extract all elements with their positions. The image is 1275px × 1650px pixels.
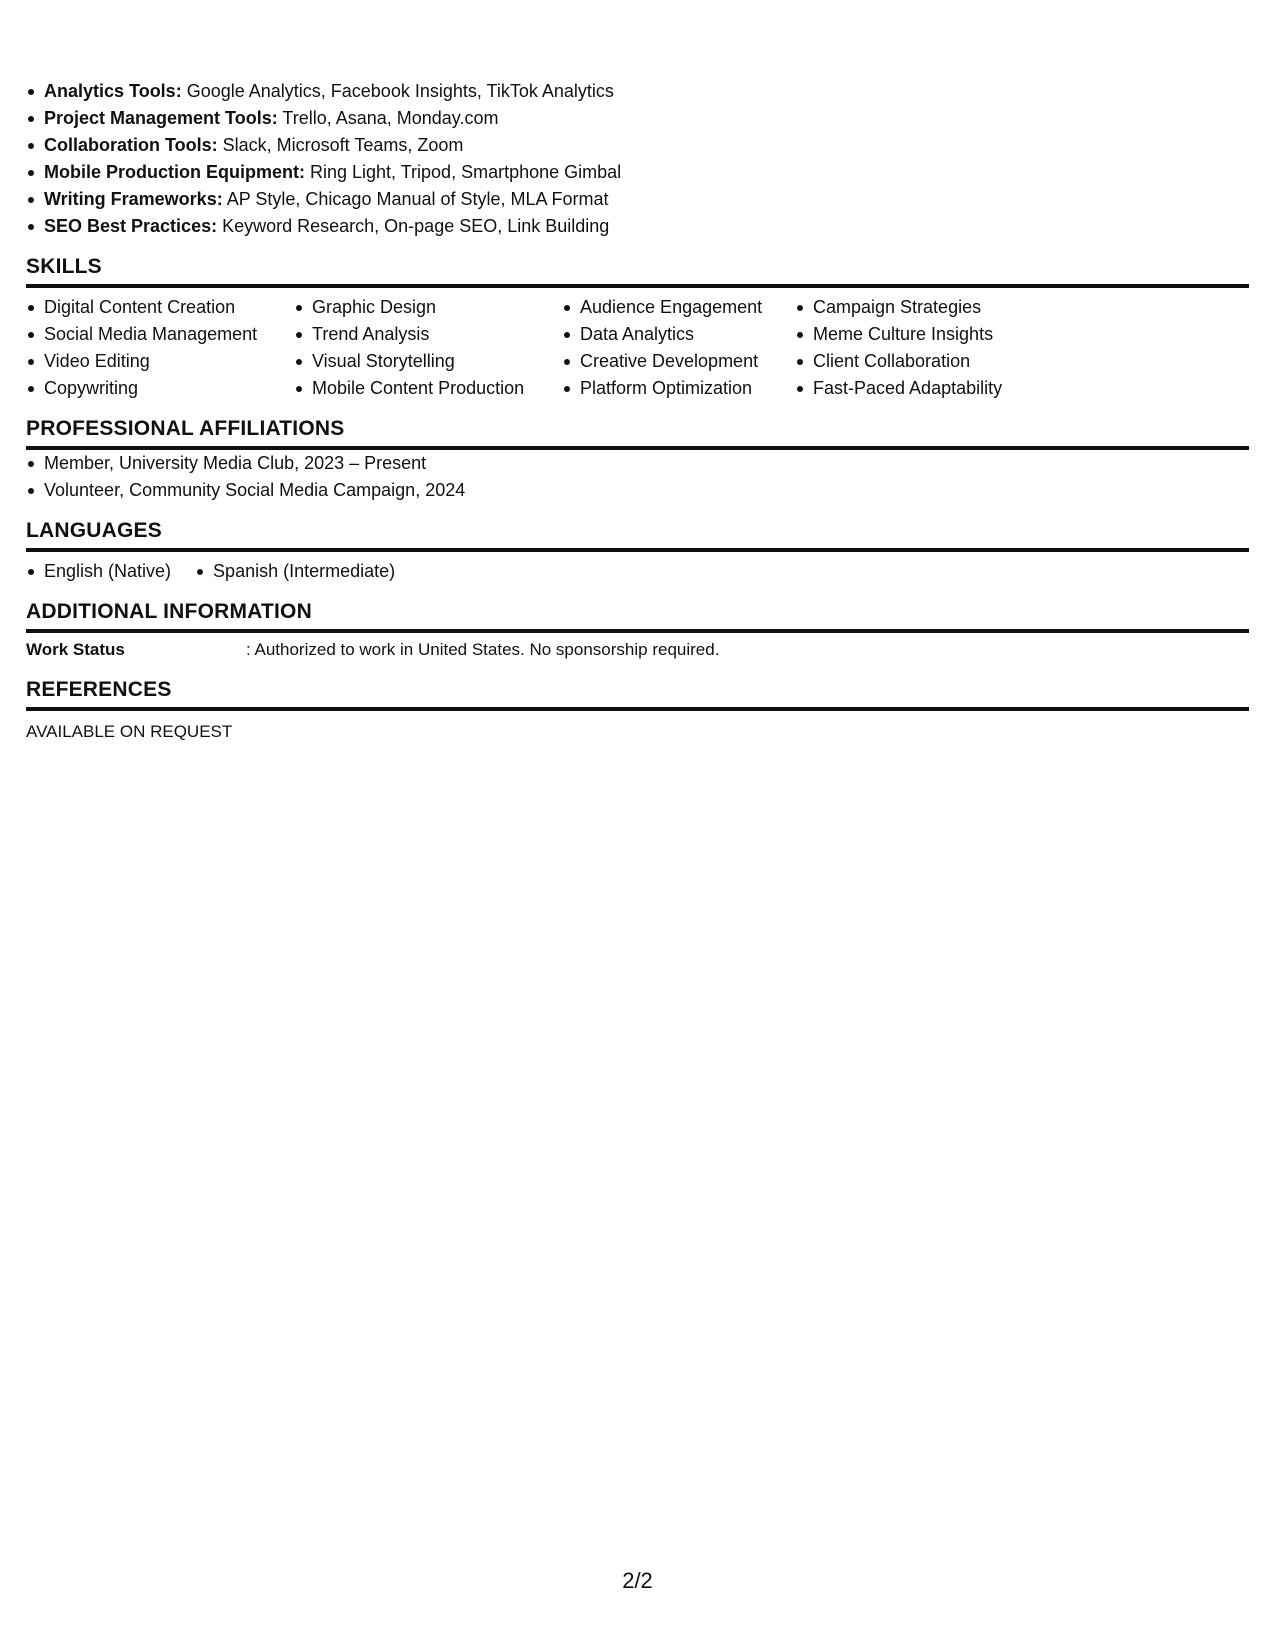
- tools-item: [26, 186, 1249, 213]
- skills-heading: SKILLS: [26, 254, 1249, 288]
- skill-item: Trend Analysis: [294, 321, 562, 348]
- tools-item-label: Analytics Tools:: [44, 81, 182, 101]
- skill-item: Meme Culture Insights: [795, 321, 1035, 348]
- tools-item-label: SEO Best Practices:: [44, 216, 218, 236]
- page-number: 2/2: [622, 1568, 653, 1593]
- tools-item-value: Trello, Asana, Monday.com: [277, 108, 499, 128]
- skill-item: Client Collaboration: [795, 348, 1035, 375]
- skill-item: Platform Optimization: [562, 375, 795, 402]
- resume-page: [26, 78, 1249, 745]
- skill-item: Audience Engagement: [562, 294, 795, 321]
- tools-item-label: Mobile Production Equipment:: [44, 162, 305, 182]
- skill-item: Social Media Management: [26, 321, 294, 348]
- skill-item: Digital Content Creation: [26, 294, 294, 321]
- skill-item: Mobile Content Production: [294, 375, 562, 402]
- language-item: English (Native): [26, 558, 171, 585]
- skills-column: [562, 294, 795, 402]
- skills-column: [294, 294, 562, 402]
- tools-item: [26, 78, 1249, 105]
- tools-item-value: Ring Light, Tripod, Smartphone Gimbal: [304, 162, 622, 182]
- affiliation-item: Member, University Media Club, 2023 – Present: [26, 450, 1249, 477]
- tools-item-value: Slack, Microsoft Teams, Zoom: [217, 135, 464, 155]
- tools-item: [26, 105, 1249, 132]
- skill-item: Campaign Strategies: [795, 294, 1035, 321]
- skill-item: Graphic Design: [294, 294, 562, 321]
- tools-item-value: AP Style, Chicago Manual of Style, MLA Format: [222, 189, 609, 209]
- work-status-value: : Authorized to work in United States. No sponsorship required.: [246, 640, 720, 659]
- tools-item-label: Collaboration Tools:: [44, 135, 218, 155]
- tools-item-value: Keyword Research, On-page SEO, Link Building: [217, 216, 610, 236]
- skills-section: [26, 254, 1249, 402]
- tools-list: [26, 78, 1249, 240]
- language-item: Spanish (Intermediate): [195, 558, 395, 585]
- skill-item: Visual Storytelling: [294, 348, 562, 375]
- tools-item: [26, 159, 1249, 186]
- skill-item: Video Editing: [26, 348, 294, 375]
- skill-item: Copywriting: [26, 375, 294, 402]
- skill-item: Fast-Paced Adaptability: [795, 375, 1035, 402]
- additional-info-section: [26, 599, 1249, 663]
- tools-item-label: Writing Frameworks:: [44, 189, 223, 209]
- skills-column: [795, 294, 1035, 402]
- tools-item: [26, 213, 1249, 240]
- skill-item: Data Analytics: [562, 321, 795, 348]
- affiliations-list: [26, 450, 1249, 504]
- tools-item: [26, 132, 1249, 159]
- languages-row: [26, 552, 1249, 585]
- tools-item-value: Google Analytics, Facebook Insights, TikTok Analytics: [181, 81, 614, 101]
- references-section: [26, 677, 1249, 745]
- skills-grid: [26, 288, 1249, 402]
- affiliation-item: Volunteer, Community Social Media Campaign, 2024: [26, 477, 1249, 504]
- languages-heading: LANGUAGES: [26, 518, 1249, 552]
- work-status-row: [26, 633, 1249, 663]
- languages-list: [26, 558, 419, 585]
- references-heading: REFERENCES: [26, 677, 1249, 711]
- work-status-label: Work Status: [26, 640, 125, 659]
- skills-column: [26, 294, 294, 402]
- languages-section: [26, 518, 1249, 585]
- references-text: AVAILABLE ON REQUEST: [26, 722, 233, 741]
- skill-item: Creative Development: [562, 348, 795, 375]
- affiliations-section: [26, 416, 1249, 504]
- additional-info-heading: ADDITIONAL INFORMATION: [26, 599, 1249, 633]
- affiliations-heading: PROFESSIONAL AFFILIATIONS: [26, 416, 1249, 450]
- tools-item-label: Project Management Tools:: [44, 108, 278, 128]
